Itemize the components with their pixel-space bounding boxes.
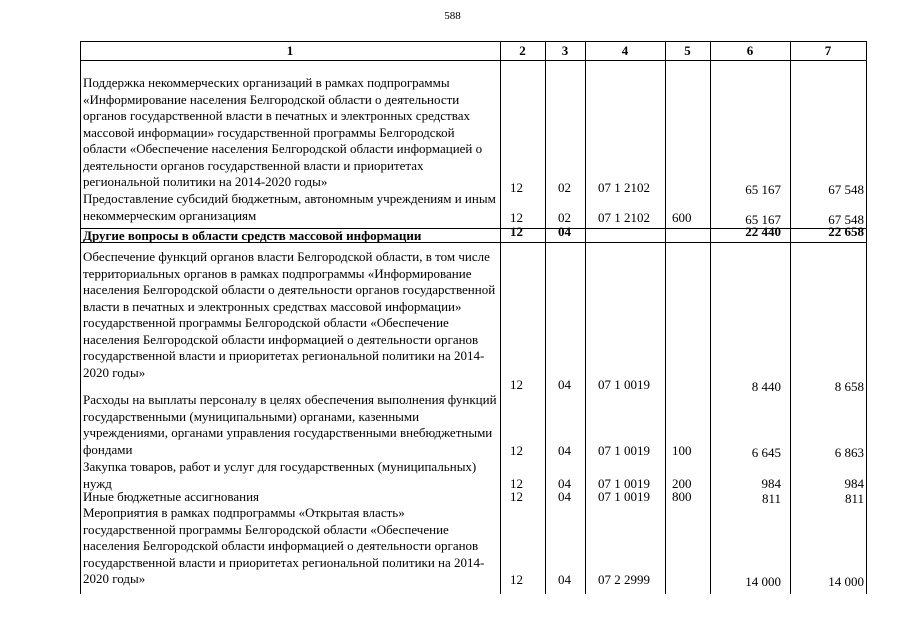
header-col-1: 1 xyxy=(286,43,294,58)
row-description: Мероприятия в рамках подпрограммы «Открытая власть» государственной программы Белгородской области «Обеспечение населения Белгородской области информацией о деятельности органов государственной власти и приоритетах региональной политики на 2014-2020 годы» xyxy=(83,505,485,586)
cell-section: 12 xyxy=(510,224,523,239)
column-divider xyxy=(500,41,501,594)
header-col-3: 3 xyxy=(561,43,569,58)
cell-section: 12 xyxy=(510,443,523,458)
cell-amount-2: 14 000 xyxy=(828,574,864,589)
cell-amount-2: 984 xyxy=(844,476,864,491)
cell-amount-2: 67 548 xyxy=(828,182,864,197)
table-border-left xyxy=(80,41,81,594)
cell-amount-1: 984 xyxy=(761,476,781,491)
column-divider xyxy=(790,41,791,594)
row-description: Закупка товаров, работ и услуг для государственных (муниципальных) нужд xyxy=(83,459,477,491)
cell-amount-1: 8 440 xyxy=(751,379,781,394)
header-col-6: 6 xyxy=(746,43,754,58)
cell-target-article: 07 1 0019 xyxy=(598,377,650,392)
row-description: Иные бюджетные ассигнования xyxy=(83,489,260,504)
row-description: Поддержка некоммерческих организаций в рамках подпрограммы «Информирование населения Белгородской области о деятельности органов государственной власти в печатных и электронных средствах массовой информации» государственной программы Белгородской области «Обеспечение населения Белгородской области информацией о деятельности органов государственной власти и приоритетах региональной политики на 2014-2020 годы» xyxy=(83,75,483,189)
row-divider xyxy=(80,242,866,243)
cell-amount-2: 67 548 xyxy=(828,212,864,227)
cell-amount-2: 22 658 xyxy=(828,224,864,239)
cell-subsection: 04 xyxy=(558,476,571,491)
cell-section: 12 xyxy=(510,489,523,504)
cell-expense-type: 600 xyxy=(672,210,692,225)
cell-subsection: 04 xyxy=(558,572,571,587)
header-col-4: 4 xyxy=(621,43,629,58)
header-col-5: 5 xyxy=(684,43,691,58)
cell-amount-2: 8 658 xyxy=(834,379,864,394)
cell-section: 12 xyxy=(510,180,523,195)
cell-amount-1: 811 xyxy=(761,491,781,506)
column-divider xyxy=(665,41,666,594)
cell-section: 12 xyxy=(510,377,523,392)
budget-table xyxy=(80,41,866,594)
cell-amount-2: 811 xyxy=(844,491,864,506)
column-divider xyxy=(585,41,586,594)
cell-amount-1: 14 000 xyxy=(745,574,781,589)
column-divider xyxy=(545,41,546,594)
section-title: Другие вопросы в области средств массовой информации xyxy=(83,228,422,243)
cell-subsection: 04 xyxy=(558,489,571,504)
header-col-7: 7 xyxy=(824,43,832,58)
cell-amount-1: 65 167 xyxy=(745,182,781,197)
cell-amount-2: 6 863 xyxy=(834,445,864,460)
cell-target-article: 07 1 2102 xyxy=(598,180,650,195)
cell-section: 12 xyxy=(510,476,523,491)
row-description: Обеспечение функций органов власти Белгородской области, в том числе территориальных органов в рамках подпрограммы «Информирование населения Белгородской области о деятельности органов государственной власти в печатных и электронных средствах массовой информации» государственной программы Белгородской области «Обеспечение населения Белгородской области информацией о деятельности органов государственной власти и приоритетах региональной политики на 2014-2020 годы» xyxy=(83,249,496,380)
cell-amount-1: 22 440 xyxy=(745,224,781,239)
table-border-top xyxy=(80,41,866,42)
row-description: Предоставление субсидий бюджетным, автономным учреждениям и иным некоммерческим организациям xyxy=(83,191,496,223)
cell-expense-type: 800 xyxy=(672,489,692,504)
cell-subsection: 02 xyxy=(558,210,571,225)
column-divider xyxy=(710,41,711,594)
cell-target-article: 07 1 0019 xyxy=(598,489,650,504)
cell-expense-type: 200 xyxy=(672,476,692,491)
row-description: Расходы на выплаты персоналу в целях обеспечения выполнения функций государственными (муниципальными) органами, казенными учреждениями, органами управления государственными внебюджетными фондами xyxy=(83,392,497,457)
cell-subsection: 04 xyxy=(558,443,571,458)
cell-amount-1: 6 645 xyxy=(751,445,781,460)
cell-subsection: 02 xyxy=(558,180,571,195)
cell-section: 12 xyxy=(510,572,523,587)
cell-expense-type: 100 xyxy=(672,443,692,458)
table-border-right xyxy=(866,41,867,594)
cell-target-article: 07 1 0019 xyxy=(598,476,650,491)
cell-target-article: 07 2 2999 xyxy=(598,572,650,587)
cell-subsection: 04 xyxy=(558,224,571,239)
cell-subsection: 04 xyxy=(558,377,571,392)
header-col-2: 2 xyxy=(519,43,526,58)
cell-target-article: 07 1 2102 xyxy=(598,210,650,225)
cell-section: 12 xyxy=(510,210,523,225)
cell-amount-1: 65 167 xyxy=(745,212,781,227)
page-number: 588 xyxy=(444,10,461,22)
header-divider xyxy=(80,60,866,61)
cell-target-article: 07 1 0019 xyxy=(598,443,650,458)
